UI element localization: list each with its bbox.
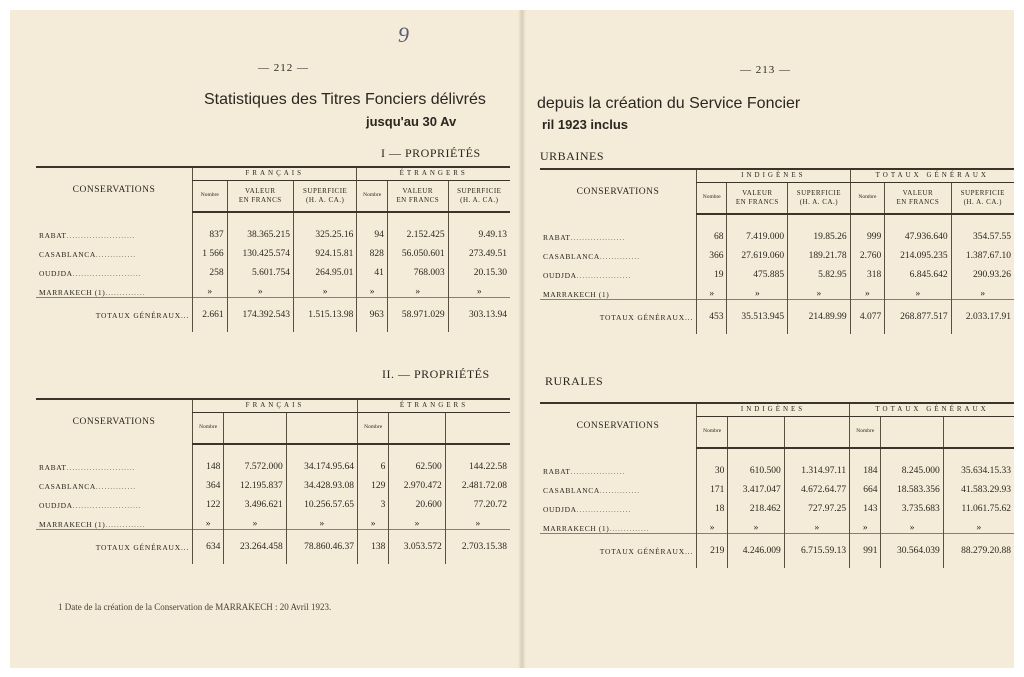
header-nombre: Nombre <box>850 183 885 215</box>
header-conservations: CONSERVATIONS <box>540 169 697 214</box>
section-rural-left: II. — PROPRIÉTÉS <box>382 367 490 381</box>
table-row: CASABLANCA.............. 171 3.417.047 4.672.64.77 664 18.583.356 41.583.29.93 <box>540 476 1014 495</box>
table-row: MARRAKECH (1).............. » » » » » » <box>36 278 510 298</box>
header-etrangers: ÉTRANGERS <box>357 399 510 413</box>
section-urban-left: I — PROPRIÉTÉS <box>381 146 481 160</box>
footnote: 1 Date de la création de la Conservation de MARRAKECH : 20 Avril 1923. <box>58 602 332 612</box>
header-francais: FRANÇAIS <box>193 399 358 413</box>
table-row: MARRAKECH (1).............. » » » » » » <box>36 510 510 530</box>
header-totaux: TOTAUX GÉNÉRAUX <box>850 403 1014 417</box>
table-row: RABAT................... 30 610.500 1.314.97.11 184 8.245.000 35.634.15.33 <box>540 457 1014 476</box>
title-right: depuis la création du Service Foncier <box>537 95 801 112</box>
table-row: RABAT........................ 837 38.365.215 325.25.16 94 2.152.425 9.49.13 <box>36 221 510 240</box>
table-row: CASABLANCA.............. 1 566 130.425.574 924.15.81 828 56.050.601 273.49.51 <box>36 240 510 259</box>
header-conservations: CONSERVATIONS <box>36 399 193 444</box>
header-nombre: Nombre <box>193 413 224 445</box>
table-row: RABAT................... 68 7.419.000 19.85.26 999 47.936.640 354.57.55 <box>540 223 1014 242</box>
header-etrangers: ÉTRANGERS <box>357 167 510 181</box>
total-row: TOTAUX GÉNÉRAUX... 634 23.264.458 78.860.46.37 138 3.053.572 2.703.15.38 <box>36 530 510 565</box>
header-francais: FRANÇAIS <box>193 167 357 181</box>
total-row: TOTAUX GÉNÉRAUX... 453 35.513.945 214.89.99 4.077 268.877.517 2.033.17.91 <box>540 300 1014 335</box>
table-row: OUDJDA................... 19 475.885 5.82.95 318 6.845.642 290.93.26 <box>540 261 1014 280</box>
table-row: OUDJDA........................ 122 3.496.621 10.256.57.65 3 20.600 77.20.72 <box>36 491 510 510</box>
urban-table-right <box>540 168 1014 334</box>
header-nombre: Nombre <box>357 181 387 213</box>
subtitle-left: jusqu'au 30 Av <box>366 114 457 129</box>
table-row: MARRAKECH (1).............. » » » » » » <box>540 514 1014 534</box>
header-superficie: SUPERFICIE (H. A. CA.) <box>951 183 1014 215</box>
table-row: OUDJDA................... 18 218.462 727.97.25 143 3.735.683 11.061.75.62 <box>540 495 1014 514</box>
header-superficie: SUPERFICIE (H. A. CA.) <box>293 181 356 213</box>
subtitle-right: ril 1923 inclus <box>542 117 628 132</box>
handwritten-page-mark: 9 <box>398 22 409 47</box>
header-superficie: SUPERFICIE (H. A. CA.) <box>788 183 850 215</box>
table-row: OUDJDA........................ 258 5.601.754 264.95.01 41 768.003 20.15.30 <box>36 259 510 278</box>
total-row: TOTAUX GÉNÉRAUX... 219 4.246.009 6.715.59.13 991 30.564.039 88.279.20.88 <box>540 534 1014 569</box>
header-valeur: VALEUR EN FRANCS <box>885 183 951 215</box>
header-nombre: Nombre <box>850 417 881 449</box>
table-row: MARRAKECH (1) » » » » » » <box>540 280 1014 300</box>
section-urban-right: URBAINES <box>540 149 605 163</box>
table-row: RABAT........................ 148 7.572.000 34.174.95.64 6 62.500 144.22.58 <box>36 453 510 472</box>
page-fold <box>518 10 526 668</box>
left-page-number: — 212 — <box>258 62 309 74</box>
header-valeur: VALEUR EN FRANCS <box>227 181 293 213</box>
table-row: CASABLANCA.............. 364 12.195.837 34.428.93.08 129 2.970.472 2.481.72.08 <box>36 472 510 491</box>
header-indigenes: INDIGÈNES <box>697 169 851 183</box>
rural-table-left <box>36 398 510 564</box>
header-conservations: CONSERVATIONS <box>36 167 193 212</box>
urban-table-left <box>36 166 510 332</box>
header-indigenes: INDIGÈNES <box>697 403 850 417</box>
header-totaux: TOTAUX GÉNÉRAUX <box>850 169 1014 183</box>
header-valeur: VALEUR EN FRANCS <box>387 181 448 213</box>
header-nombre: Nombre <box>357 413 388 445</box>
header-conservations: CONSERVATIONS <box>540 403 697 448</box>
total-row: TOTAUX GÉNÉRAUX... 2.661 174.392.543 1.515.13.98 963 58.971.029 303.13.94 <box>36 298 510 333</box>
table-row: CASABLANCA.............. 366 27.619.060 189.21.78 2.760 214.095.235 1.387.67.10 <box>540 242 1014 261</box>
rural-table-right <box>540 402 1014 568</box>
header-nombre: Nombre <box>193 181 228 213</box>
header-nombre: Nombre <box>697 183 727 215</box>
section-rural-right: RURALES <box>545 374 604 388</box>
header-valeur: VALEUR EN FRANCS <box>727 183 788 215</box>
header-superficie: SUPERFICIE (H. A. CA.) <box>448 181 510 213</box>
right-page-number: — 213 — <box>740 64 791 76</box>
title-left: Statistiques des Titres Fonciers délivrés <box>204 91 486 108</box>
header-nombre: Nombre <box>697 417 728 449</box>
